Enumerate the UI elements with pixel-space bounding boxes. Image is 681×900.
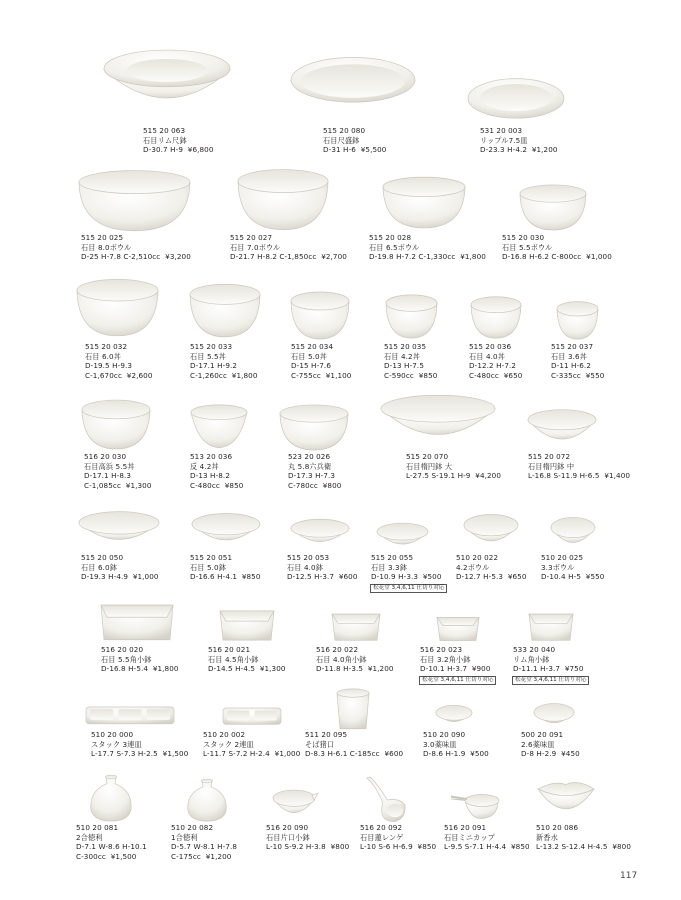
product-code: 515 20 035 — [384, 342, 427, 351]
product-name: スタック 3連皿 — [91, 739, 142, 749]
product-code: 523 20 026 — [288, 452, 331, 461]
product-label — [230, 233, 347, 262]
product-name: 石目楕円鉢 大 — [406, 461, 453, 471]
product-label — [384, 342, 437, 380]
product-label — [190, 452, 243, 490]
product-dimensions: D-25 H-7.8 C-2,510cc ¥3,200 — [81, 252, 191, 262]
product-label — [190, 553, 261, 582]
product-price: ¥800 — [330, 842, 350, 852]
product-dimensions: D-13 H-7.5 — [384, 361, 424, 371]
donburi-bowl-icon — [384, 293, 439, 339]
product-code: 500 20 091 — [521, 730, 564, 739]
product-name: リップル7.5皿 — [480, 135, 528, 145]
product-price: ¥800 — [322, 480, 342, 490]
square-rim-dish-icon — [526, 608, 576, 642]
product-code: 515 20 032 — [85, 342, 128, 351]
product-code: 513 20 036 — [190, 452, 233, 461]
product-name: 石目 4.2丼 — [384, 351, 420, 361]
product-price: ¥650 — [507, 572, 527, 582]
ripple-plate-icon — [466, 75, 566, 120]
product-label — [203, 730, 300, 759]
sake-bottle-icon — [88, 774, 134, 822]
product-label — [369, 233, 486, 262]
product-label — [521, 730, 580, 759]
product-price: ¥650 — [503, 370, 523, 380]
product-code: 515 20 027 — [230, 233, 273, 242]
partition-compatible-tag: 松花堂 3,4,6,11 仕切り対応 — [370, 584, 447, 593]
product-label — [84, 452, 152, 490]
product-name: 石目 3.3鉢 — [371, 562, 407, 572]
product-capacity: C-480cc ¥650 — [469, 370, 523, 380]
donburi-bowl-icon — [75, 277, 160, 337]
bowl-icon — [236, 167, 330, 231]
product-price: ¥6,800 — [187, 145, 214, 155]
product-price: ¥550 — [585, 370, 605, 380]
product-name: スタック 2連皿 — [203, 739, 254, 749]
double-dish-icon — [222, 703, 282, 728]
shallow-bowl-icon — [289, 518, 351, 550]
product-label — [541, 553, 604, 582]
oval-bowl-icon — [526, 408, 598, 450]
partition-compatible-tag: 松花堂 3,4,6,11 仕切り対応 — [512, 676, 589, 685]
product-name: 石目 5.0鉢 — [190, 562, 226, 572]
product-capacity: C-300cc ¥1,500 — [76, 851, 137, 861]
product-name: 3.3ボウル — [541, 562, 575, 572]
product-dimensions: L-9.5 S-7.1 H-4.4 ¥850 — [444, 842, 530, 852]
product-code: 515 20 080 — [323, 126, 366, 135]
product-label — [423, 730, 489, 759]
product-price: ¥1,800 — [460, 252, 486, 262]
product-dimensions: D-12.2 H-7.2 — [469, 361, 517, 371]
product-price: ¥1,200 — [205, 851, 232, 861]
product-label — [502, 233, 612, 262]
small-bowl-icon — [549, 516, 597, 552]
product-label — [360, 823, 436, 852]
product-name: 3.0薬味皿 — [423, 739, 457, 749]
product-capacity: C-590cc ¥850 — [384, 370, 438, 380]
product-label — [480, 126, 558, 155]
product-price: ¥500 — [470, 749, 489, 759]
product-label — [536, 823, 631, 852]
product-price: ¥1,500 — [162, 749, 189, 759]
product-price: ¥2,600 — [126, 370, 153, 380]
product-name: 石目高浜 5.5丼 — [84, 461, 135, 471]
product-code: 515 20 036 — [469, 342, 512, 351]
product-name: 石目 8.0ボウル — [81, 242, 132, 252]
product-capacity: C-1,260cc ¥1,800 — [190, 370, 258, 380]
product-dimensions: D-17.1 H-8.3 — [84, 471, 132, 481]
small-bowl-icon — [462, 513, 520, 551]
product-price: ¥1,000 — [586, 252, 612, 262]
product-code: 515 20 030 — [502, 233, 545, 242]
product-name: 石目尺盛鉢 — [323, 135, 360, 145]
product-capacity: C-780cc ¥800 — [288, 480, 342, 490]
product-label — [288, 452, 341, 490]
product-price: ¥1,300 — [125, 480, 152, 490]
page-number: 117 — [620, 871, 638, 881]
product-label — [444, 823, 530, 852]
product-dimensions: D-21.7 H-8.2 C-1,850cc ¥2,700 — [230, 252, 347, 262]
product-dimensions: D-10.4 H-5 ¥550 — [541, 572, 605, 582]
product-price: ¥450 — [561, 749, 580, 759]
product-code: 511 20 095 — [305, 730, 348, 739]
product-label — [371, 553, 442, 582]
product-dimensions: D-15 H-7.6 — [291, 361, 331, 371]
product-dimensions: D-30.7 H-9 ¥6,800 — [143, 145, 214, 155]
product-price: ¥850 — [417, 842, 437, 852]
shallow-serving-bowl-icon — [288, 55, 418, 117]
product-name: 石目 5.5角小鉢 — [101, 654, 152, 664]
wide-rim-bowl-icon — [102, 48, 232, 116]
product-label — [323, 126, 386, 155]
mini-cup-icon — [450, 790, 500, 820]
product-dimensions: D-16.6 H-4.1 ¥850 — [190, 572, 261, 582]
shallow-bowl-icon — [77, 510, 161, 550]
product-dimensions: D-19.3 H-4.9 ¥1,000 — [81, 572, 159, 582]
product-price: ¥1,300 — [259, 664, 286, 674]
triple-dish-icon — [85, 700, 175, 728]
product-code: 510 20 090 — [423, 730, 466, 739]
product-code: 516 20 092 — [360, 823, 403, 832]
product-price: ¥1,500 — [110, 851, 137, 861]
product-dimensions: D-19.5 H-9.3 — [85, 361, 133, 371]
bowl-icon — [381, 175, 467, 229]
product-code: 533 20 040 — [513, 645, 556, 654]
product-name: 新香水 — [536, 832, 558, 842]
product-label — [406, 452, 501, 481]
product-dimensions: D-10.1 H-3.7 ¥900 — [420, 664, 491, 674]
product-dimensions: D-13 H-8.2 — [190, 471, 230, 481]
product-name: 石目ミニカップ — [444, 832, 495, 842]
product-code: 515 20 050 — [81, 553, 124, 562]
product-name: 丸 5.8六兵衛 — [288, 461, 332, 471]
donburi-bowl-icon — [289, 290, 351, 340]
product-code: 510 20 081 — [76, 823, 119, 832]
product-price: ¥3,200 — [165, 252, 191, 262]
product-label — [101, 645, 179, 674]
product-label — [528, 452, 630, 481]
product-name: 石目 3.2角小鉢 — [420, 654, 471, 664]
pickle-dish-icon — [536, 778, 596, 822]
product-price: ¥1,800 — [152, 664, 179, 674]
donburi-bowl-icon — [555, 300, 600, 340]
product-name: 2合徳利 — [76, 832, 103, 842]
product-label — [456, 553, 527, 582]
product-code: 510 20 000 — [91, 730, 134, 739]
product-name: 石目 5.5丼 — [190, 351, 226, 361]
product-label — [291, 342, 351, 380]
product-name: 4.2ボウル — [456, 562, 490, 572]
product-price: ¥750 — [564, 664, 584, 674]
product-name: 石目 6.5ボウル — [369, 242, 420, 252]
product-name: リム角小鉢 — [513, 654, 550, 664]
product-label — [316, 645, 394, 674]
product-price: ¥850 — [241, 572, 261, 582]
round-bowl-icon — [278, 403, 350, 451]
product-dimensions: L-16.8 S-11.9 H-6.5 ¥1,400 — [528, 471, 631, 481]
product-label — [305, 730, 403, 759]
product-price: ¥2,700 — [321, 252, 347, 262]
product-code: 516 20 090 — [266, 823, 309, 832]
product-price: ¥550 — [585, 572, 605, 582]
product-label — [208, 645, 286, 674]
product-name: 石目蓮レンゲ — [360, 832, 404, 842]
product-capacity: C-175cc ¥1,200 — [171, 851, 232, 861]
donburi-bowl-icon — [188, 282, 262, 338]
product-code: 515 20 072 — [528, 452, 571, 461]
sake-bottle-icon — [185, 778, 229, 822]
bowl-icon — [77, 168, 192, 232]
product-label — [420, 645, 491, 674]
soba-cup-icon — [333, 688, 373, 730]
product-dimensions: L-10 S-6 H-6.9 ¥850 — [360, 842, 437, 852]
product-code: 515 20 053 — [287, 553, 330, 562]
product-code: 515 20 033 — [190, 342, 233, 351]
product-label — [190, 342, 258, 380]
product-price: ¥1,000 — [274, 749, 301, 759]
product-code: 515 20 037 — [551, 342, 594, 351]
product-price: ¥900 — [471, 664, 491, 674]
product-name: 石目 4.5角小鉢 — [208, 654, 259, 664]
product-price: ¥600 — [384, 749, 404, 759]
product-name: 1合徳利 — [171, 832, 198, 842]
product-code: 516 20 021 — [208, 645, 251, 654]
product-name: 石目 6.0丼 — [85, 351, 121, 361]
product-price: ¥4,200 — [475, 471, 502, 481]
product-dimensions: D-8.6 H-1.9 ¥500 — [423, 749, 489, 759]
product-dimensions: D-19.8 H-7.2 C-1,330cc ¥1,800 — [369, 252, 486, 262]
product-label — [143, 126, 214, 155]
product-label — [76, 823, 147, 861]
product-code: 510 20 002 — [203, 730, 246, 739]
product-code: 515 20 070 — [406, 452, 449, 461]
condiment-dish-icon — [532, 702, 576, 728]
product-price: ¥5,500 — [360, 145, 387, 155]
product-price: ¥1,100 — [325, 370, 352, 380]
product-code: 515 20 025 — [81, 233, 124, 242]
product-dimensions: D-23.3 H-4.2 ¥1,200 — [480, 145, 558, 155]
product-label — [171, 823, 237, 861]
product-price: ¥1,200 — [367, 664, 394, 674]
product-price: ¥850 — [418, 370, 438, 380]
product-price: ¥850 — [224, 480, 244, 490]
partition-compatible-tag: 松花堂 3,4,6,11 仕切り対応 — [419, 676, 496, 685]
condiment-dish-icon — [434, 704, 474, 726]
product-name: 反 4.2丼 — [190, 461, 219, 471]
product-label — [513, 645, 584, 674]
product-label — [91, 730, 188, 759]
product-capacity: C-335cc ¥550 — [551, 370, 605, 380]
product-name: 石目楕円鉢 中 — [528, 461, 575, 471]
product-dimensions: D-12.7 H-5.3 ¥650 — [456, 572, 527, 582]
product-name: 石目 4.0丼 — [469, 351, 505, 361]
product-code: 516 20 022 — [316, 645, 359, 654]
donburi-bowl-icon — [469, 295, 523, 339]
product-label — [81, 233, 191, 262]
product-price: ¥1,200 — [531, 145, 558, 155]
product-name: 2.6薬味皿 — [521, 739, 555, 749]
product-label — [81, 553, 159, 582]
product-name: 石目 4.0角小鉢 — [316, 654, 367, 664]
product-code: 515 20 028 — [369, 233, 412, 242]
product-capacity: C-755cc ¥1,100 — [291, 370, 352, 380]
product-dimensions: D-31 H-6 ¥5,500 — [323, 145, 387, 155]
product-code: 510 20 082 — [171, 823, 214, 832]
renge-spoon-icon — [362, 776, 408, 824]
product-dimensions: L-17.7 S-7.3 H-2.5 ¥1,500 — [91, 749, 189, 759]
product-dimensions: L-13.2 S-12.4 H-4.5 ¥800 — [536, 842, 632, 852]
product-name: 石目片口小鉢 — [266, 832, 310, 842]
product-price: ¥800 — [612, 842, 632, 852]
product-name: そば猪口 — [305, 739, 335, 749]
product-dimensions: L-11.7 S-7.2 H-2.4 ¥1,000 — [203, 749, 301, 759]
product-name: 石目 4.0鉢 — [287, 562, 323, 572]
product-dimensions: D-12.5 H-3.7 ¥600 — [287, 572, 358, 582]
product-code: 516 20 023 — [420, 645, 463, 654]
product-dimensions: D-17.3 H-7.3 — [288, 471, 336, 481]
product-label — [266, 823, 349, 852]
product-capacity: C-480cc ¥850 — [190, 480, 244, 490]
product-dimensions: L-10 S-9.2 H-3.8 ¥800 — [266, 842, 350, 852]
product-code: 516 20 030 — [84, 452, 127, 461]
bowl-icon — [518, 183, 588, 231]
product-dimensions: D-16.8 H-5.4 ¥1,800 — [101, 664, 179, 674]
product-dimensions: D-11 H-6.2 — [551, 361, 591, 371]
product-dimensions: D-11.1 H-3.7 ¥750 — [513, 664, 584, 674]
product-code: 515 20 063 — [143, 126, 186, 135]
small-bowl-icon — [375, 522, 430, 552]
product-dimensions: D-5.7 W-8.1 H-7.8 — [171, 842, 238, 852]
product-price: ¥600 — [338, 572, 358, 582]
product-price: ¥1,400 — [604, 471, 631, 481]
product-name: 石目 7.0ボウル — [230, 242, 281, 252]
product-code: 515 20 055 — [371, 553, 414, 562]
flared-bowl-icon — [190, 403, 248, 449]
product-code: 531 20 003 — [480, 126, 523, 135]
spouted-bowl-icon — [270, 788, 318, 822]
product-price: ¥850 — [510, 842, 530, 852]
product-code: 510 20 086 — [536, 823, 579, 832]
product-dimensions: D-8.3 H-6.1 C-185cc ¥600 — [305, 749, 404, 759]
product-name: 石目 5.5ボウル — [502, 242, 553, 252]
oval-bowl-icon — [379, 393, 497, 449]
product-dimensions: L-27.5 S-19.1 H-9 ¥4,200 — [406, 471, 502, 481]
product-dimensions: D-8 H-2.9 ¥450 — [521, 749, 580, 759]
product-label — [85, 342, 153, 380]
product-name: 石目 3.6丼 — [551, 351, 587, 361]
square-dish-icon — [329, 608, 383, 642]
donburi-bowl-icon — [80, 398, 152, 450]
product-price: ¥1,800 — [231, 370, 258, 380]
product-dimensions: D-16.8 H-6.2 C-800cc ¥1,000 — [502, 252, 612, 262]
product-name: 石目 6.0鉢 — [81, 562, 117, 572]
product-code: 515 20 051 — [190, 553, 233, 562]
product-code: 510 20 025 — [541, 553, 584, 562]
product-label — [469, 342, 522, 380]
product-code: 515 20 034 — [291, 342, 334, 351]
product-price: ¥500 — [422, 572, 442, 582]
square-dish-icon — [434, 612, 482, 642]
square-dish-icon — [98, 597, 176, 642]
product-dimensions: D-17.1 H-9.2 — [190, 361, 238, 371]
shallow-bowl-icon — [190, 512, 262, 550]
product-dimensions: D-7.1 W-8.6 H-10.1 — [76, 842, 147, 852]
product-dimensions: D-14.5 H-4.5 ¥1,300 — [208, 664, 286, 674]
product-code: 516 20 020 — [101, 645, 144, 654]
product-label — [287, 553, 358, 582]
product-capacity: C-1,085cc ¥1,300 — [84, 480, 152, 490]
product-capacity: C-1,670cc ¥2,600 — [85, 370, 153, 380]
product-code: 510 20 022 — [456, 553, 499, 562]
square-dish-icon — [217, 604, 277, 642]
product-price: ¥1,000 — [132, 572, 159, 582]
product-dimensions: D-11.8 H-3.5 ¥1,200 — [316, 664, 394, 674]
product-code: 516 20 091 — [444, 823, 487, 832]
product-dimensions: D-10.9 H-3.3 ¥500 — [371, 572, 442, 582]
product-name: 石目 5.0丼 — [291, 351, 327, 361]
product-label — [551, 342, 604, 380]
product-name: 石目リム尺鉢 — [143, 135, 187, 145]
